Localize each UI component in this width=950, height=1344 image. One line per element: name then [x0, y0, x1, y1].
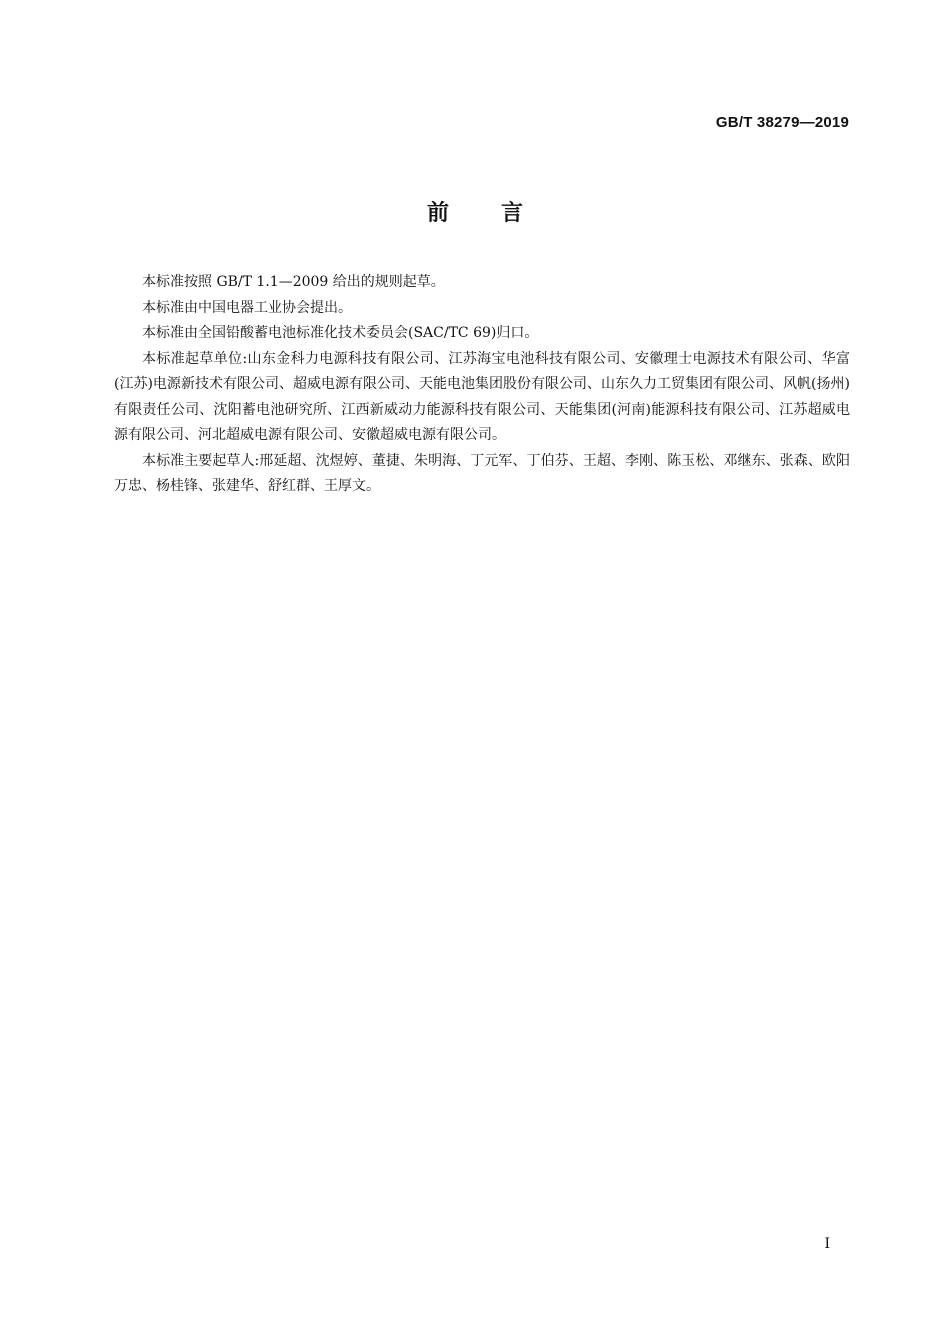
paragraph-drafting-units: 本标准起草单位:山东金科力电源科技有限公司、江苏海宝电池科技有限公司、安徽理士电源技术有限公司、华富(江苏)电源新技术有限公司、超威电源有限公司、天能电池集团股份有限公司、山东久力工贸集团有限公司、风帆(扬州)有限责任公司、沈阳蓄电池研究所、江西新威动力能源科技有限公司、天能集团(河南)能源科技有限公司、江苏超威电源有限公司、河北超威电源有限公司、安徽超威电源有限公司。 [114, 350, 850, 443]
page-title: 前言 [426, 201, 575, 226]
standard-number: GB/T 38279—2019 [715, 114, 849, 131]
foreword-body [114, 270, 850, 500]
page-number: I [824, 1236, 830, 1252]
paragraph-proposer: 本标准由中国电器工业协会提出。 [142, 299, 352, 316]
paragraph-drafting-rules: 本标准按照 GB/T 1.1—2009 给出的规则起草。 [142, 274, 445, 290]
paragraph-drafters: 本标准主要起草人:邢延超、沈煜婷、董捷、朱明海、丁元军、丁伯芬、王超、李刚、陈玉松、邓继东、张森、欧阳万忠、杨桂锋、张建华、舒红群、王厚文。 [114, 452, 850, 494]
paragraph-committee: 本标准由全国铅酸蓄电池标准化技术委员会(SAC/TC 69)归口。 [142, 325, 539, 341]
